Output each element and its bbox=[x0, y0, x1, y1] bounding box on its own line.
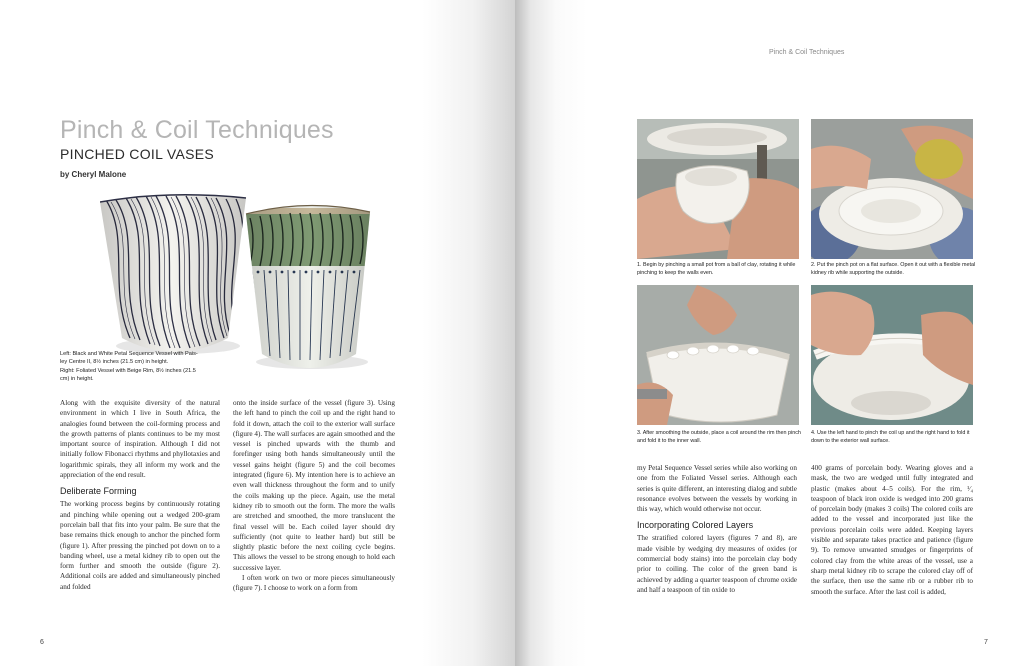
figure-4-photo bbox=[811, 285, 973, 425]
body-paragraph: onto the inside surface of the vessel (figure 3). Using the left hand to pinch the coil up and the right hand to fold it down, attach the coil to the exterior wall surface (figure 4). The wall surfaces are again smoothed and the vessel is pinched upwards with the thumb and forefinger using both hands simultaneously until the vessel gains height (figure 5) and the coil becomes integrated (figure 6). My intention here is to achieve an even wall thickness throughout the form and to unify the coils making up the piece. Again, use the metal kidney rib to smooth out the form. The more the walls are stretched and smoothed, the more translucent the final vessel will be. Each coiled layer should dry sufficiently (not quite to leather hard) but still be slightly plastic before the next coiling cycle begins. This allows the vessel to be strong enough to hold each successive layer. bbox=[233, 399, 395, 572]
body-paragraph: The working process begins by continuously rotating and pinching while opening out a wedged 200-gram porcelain ball that fits into your palm. Be sure that the base remains thick enough to anchor the pinched form (figure 1). After pressing the pinched pot down on to a banding wheel, use a metal kidney rib to open out the form further and smooth the outside (figure 2). Additional coils are added and simultaneously pinched and folded bbox=[60, 500, 220, 591]
article-subtitle: PINCHED COIL VASES bbox=[60, 146, 214, 162]
body-paragraph: my Petal Sequence Vessel series while also working on one from the Foliated Vessel series. Although each series is quite different, an interesting dialog and subtle resonance evolves between the vessels by working in this way, which would otherwise not occur. bbox=[637, 464, 797, 514]
intro-paragraph: Along with the exquisite diversity of the natural environment in which I live in South Africa, the analogies found between the coil-forming process and the growth patterns of plants continues to be my most important source of inspiration. Although I did not initially follow Fibonacci rhythms and phyllotaxies and logarithmic spirals, they all inform my work and the appreciation of the end result. bbox=[60, 399, 220, 480]
running-head: Pinch & Coil Techniques bbox=[769, 49, 845, 56]
caption-line: Right: Foliated Vessel with Beige Rim, 8½ inches (21.5 bbox=[60, 367, 196, 374]
figure-1-photo bbox=[637, 119, 799, 259]
figure-3-photo bbox=[637, 285, 799, 425]
right-column-2 bbox=[811, 463, 973, 597]
byline: by Cheryl Malone bbox=[60, 170, 127, 179]
caption-line: cm) in height. bbox=[60, 376, 94, 383]
right-page bbox=[515, 0, 1030, 666]
figure-1-caption: 1. Begin by pinching a small pot from a ball of clay, rotating it while pinching to keep the walls even. bbox=[637, 262, 796, 276]
body-paragraph: I often work on two or more pieces simultaneously (figure 7). I choose to work on a form from bbox=[233, 574, 395, 593]
left-column-1 bbox=[60, 398, 220, 592]
figure-3-caption: 3. After smoothing the outside, place a coil around the rim then pinch and fold it to the inner wall. bbox=[637, 430, 801, 444]
figure-2-caption: 2. Put the pinch pot on a flat surface. Open it out with a flexible metal kidney rib while supporting the outside. bbox=[811, 262, 976, 276]
section-heading: Deliberate Forming bbox=[60, 486, 137, 497]
body-paragraph: The stratified colored layers (figures 7 and 8), are made visible by wedging dry measures of oxides (or commercial body stains) into the porcelain clay body prior to coiling. The color of the green band is achieved by adding a quarter teaspoon of chrome oxide and half a teaspoon of tin oxide to bbox=[637, 534, 797, 594]
left-column-2 bbox=[233, 398, 395, 594]
caption-line: Left: Black and White Petal Sequence Vessel with Pais- bbox=[60, 351, 198, 357]
right-column-1 bbox=[637, 463, 797, 595]
page-number: 7 bbox=[984, 639, 988, 646]
caption-line: ley Centre II, 8½ inches (21.5 cm) in height. bbox=[60, 359, 169, 366]
article-title: Pinch & Coil Techniques bbox=[60, 116, 334, 144]
figure-4-caption: 4. Use the left hand to pinch the coil up and the right hand to fold it down to the exterior wall surface. bbox=[811, 430, 970, 444]
vases-caption bbox=[60, 350, 220, 384]
body-paragraph: 400 grams of porcelain body. Wearing gloves and a mask, the two are wedged until fully integrated and plastic (makes about 4–5 coils). For the rim, ¹⁄₄ teaspoon of black iron oxide is wedged into 200 grams of porcelain body (makes 3 coils) The colored coils are added to the vessel and incorporated just like the previous porcelain coils were added. Keeping layers visible and separate takes practice and patience (figure 9). To remove unwanted smudges or fingerprints of colored clay from the white areas of the vessel, use a sharp metal kidney rib to scrape the colored clay off of the surface, then use the same rib or a rubber rib to smooth the surface. After the last coil is added, bbox=[811, 464, 973, 596]
section-heading: Incorporating Colored Layers bbox=[637, 520, 754, 531]
figure-2-photo bbox=[811, 119, 973, 259]
page-number: 6 bbox=[40, 639, 44, 646]
